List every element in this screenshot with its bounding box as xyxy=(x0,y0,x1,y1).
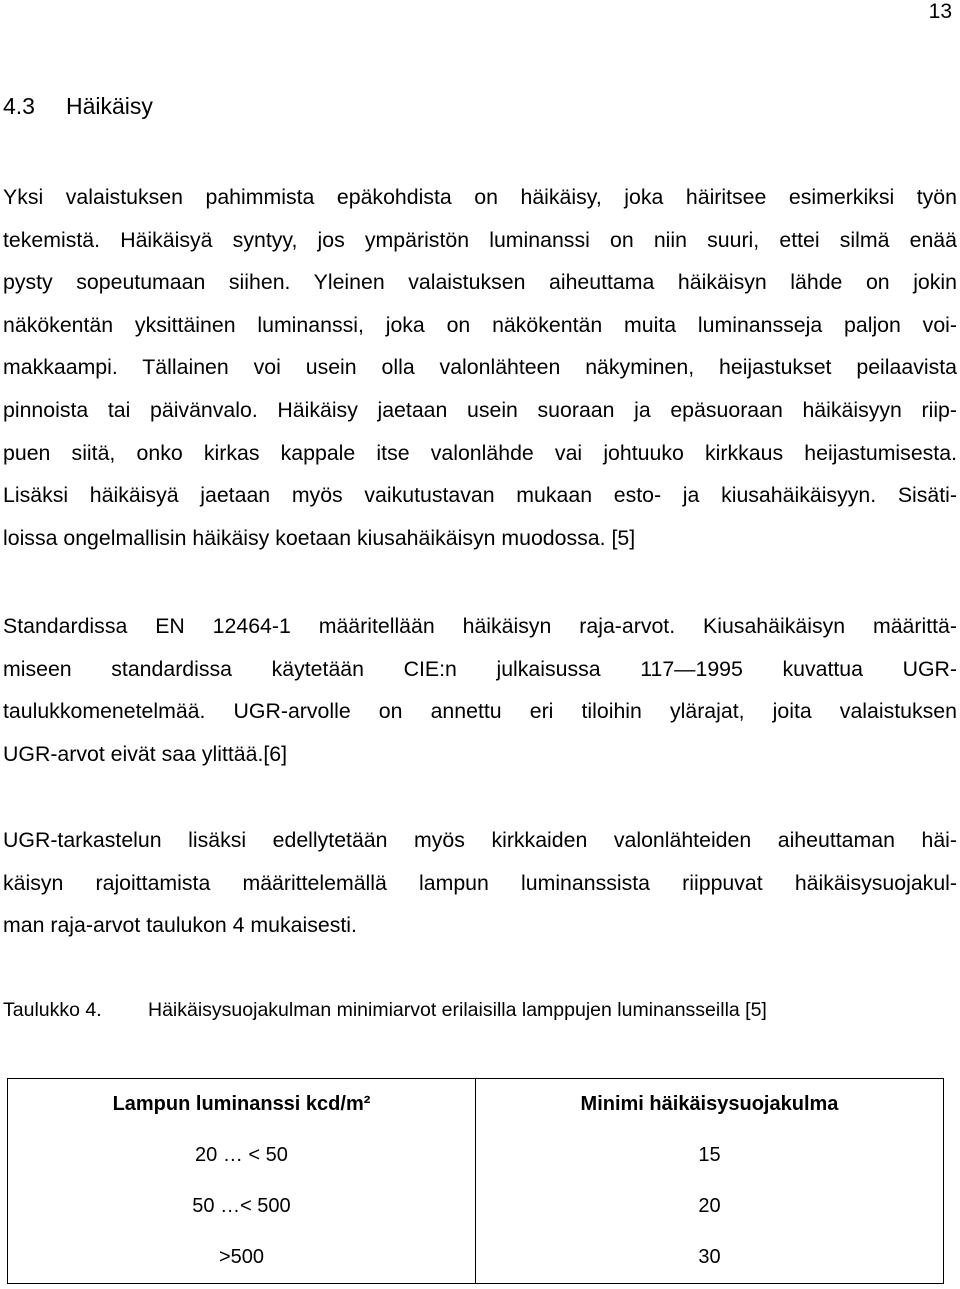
table-cell-angle: 30 xyxy=(475,1232,943,1284)
paragraph-line: miseen standardissa käytetään CIE:n julkaisussa 117—1995 kuvattua UGR- xyxy=(3,656,957,681)
table-cell-luminance: 20 … < 50 xyxy=(8,1130,476,1181)
paragraph-line: taulukkomenetelmää. UGR-arvolle on annettu eri tiloihin ylärajat, joita valaistuksen xyxy=(3,699,957,724)
paragraph-line: puen siitä, onko kirkas kappale itse valonlähde vai johtuuko kirkkaus heijastumisesta. xyxy=(3,440,957,465)
paragraph-line: näkökentän yksittäinen luminanssi, joka on näkökentän muita luminansseja paljon voi- xyxy=(3,312,957,337)
table-row xyxy=(8,1130,944,1181)
paragraph-line: UGR-arvot eivät saa ylittää.[6] xyxy=(3,741,288,766)
page-number: 13 xyxy=(928,0,952,23)
table-header-angle: Minimi häikäisysuojakulma xyxy=(475,1079,943,1131)
table-caption-text: Häikäisysuojakulman minimiarvot erilaisilla lamppujen luminansseilla [5] xyxy=(148,999,767,1021)
paragraph-line: Lisäksi häikäisyä jaetaan myös vaikutustavan mukaan esto- ja kiusahäikäisyyn. Sisäti- xyxy=(3,483,957,508)
paragraph-ugr xyxy=(3,819,957,947)
paragraph-line: UGR-tarkastelun lisäksi edellytetään myös kirkkaiden valonlähteiden aiheuttaman häi- xyxy=(3,828,957,852)
luminance-table xyxy=(7,1078,944,1284)
paragraph-line: tekemistä. Häikäisyä syntyy, jos ympäristön luminanssi on niin suuri, ettei silmä enää xyxy=(3,227,957,252)
table-caption xyxy=(3,997,767,1023)
table-cell-angle: 15 xyxy=(475,1130,943,1181)
paragraph-line: pysty sopeutumaan siihen. Yleinen valaistuksen aiheuttama häikäisyn lähde on jokin xyxy=(3,270,957,295)
table-row xyxy=(8,1181,944,1232)
paragraph-line: Yksi valaistuksen pahimmista epäkohdista on häikäisy, joka häiritsee esimerkiksi työn xyxy=(3,185,957,209)
paragraph-line: Standardissa EN 12464-1 määritellään häikäisyn raja-arvot. Kiusahäikäisyn määrittä- xyxy=(3,614,957,638)
table-cell-luminance: >500 xyxy=(8,1232,476,1284)
paragraph-line: makkaampi. Tällainen voi usein olla valonlähteen näkyminen, heijastukset peilaavista xyxy=(3,355,957,380)
paragraph-line: loissa ongelmallisin häikäisy koetaan kiusahäikäisyn muodossa. [5] xyxy=(3,525,636,550)
table-row xyxy=(8,1232,944,1284)
table-caption-label: Taulukko 4. xyxy=(3,999,102,1021)
table-cell-angle: 20 xyxy=(475,1181,943,1232)
paragraph-line: man raja-arvot taulukon 4 mukaisesti. xyxy=(3,913,357,938)
paragraph-glare-intro xyxy=(3,176,957,559)
table-header-row xyxy=(8,1079,944,1131)
paragraph-line: käisyn rajoittamista määrittelemällä lampun luminanssista riippuvat häikäisysuojakul- xyxy=(3,870,957,895)
table-cell-luminance: 50 …< 500 xyxy=(8,1181,476,1232)
table-header-luminance: Lampun luminanssi kcd/m² xyxy=(8,1079,476,1131)
paragraph-line: pinnoista tai päivänvalo. Häikäisy jaetaan usein suoraan ja epäsuoraan häikäisyyn riip- xyxy=(3,397,957,422)
paragraph-standard xyxy=(3,605,957,775)
section-title: Häikäisy xyxy=(66,93,153,119)
section-heading xyxy=(3,92,153,120)
section-number: 4.3 xyxy=(3,93,35,119)
